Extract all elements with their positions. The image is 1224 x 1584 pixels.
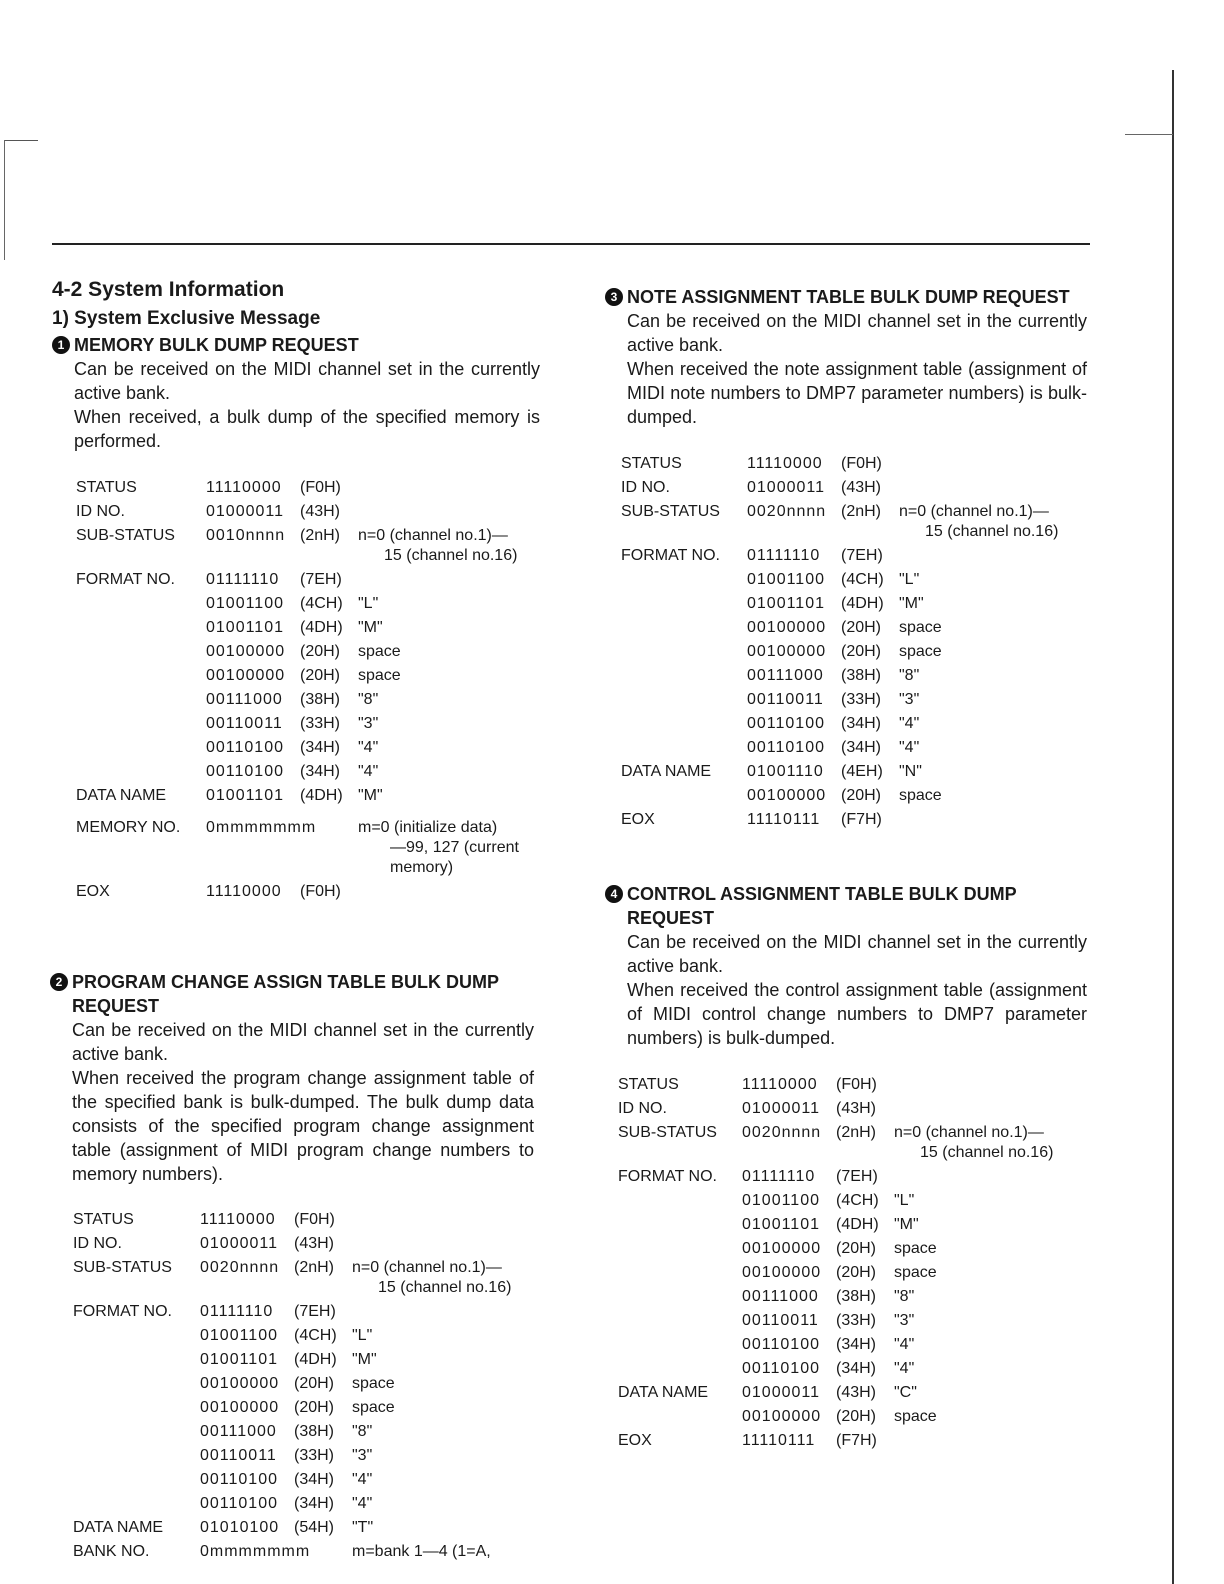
- paragraph: Can be received on the MIDI channel set in the currently active bank.: [72, 1020, 534, 1064]
- hex-value: (38H): [836, 1288, 877, 1305]
- hex-value: (43H): [836, 1100, 877, 1117]
- hex-value: (20H): [836, 1240, 877, 1257]
- table-row: [621, 640, 1101, 664]
- table-row: [618, 1405, 1098, 1429]
- table-row: [73, 1324, 553, 1348]
- binary-value: 01001110: [747, 763, 824, 780]
- hex-value: (34H): [300, 739, 341, 756]
- page-edge-tick: [1125, 134, 1173, 135]
- hex-value: (7EH): [294, 1303, 336, 1320]
- crop-mark-vertical: [4, 140, 5, 260]
- hex-value: (33H): [294, 1447, 335, 1464]
- hex-value: (4DH): [841, 595, 884, 612]
- binary-value: 01000011: [206, 503, 284, 520]
- binary-value: 00110011: [200, 1447, 277, 1464]
- table-row: [618, 1333, 1098, 1357]
- binary-value: 00111000: [747, 667, 824, 684]
- table-row: [76, 760, 556, 784]
- hex-value: (54H): [294, 1519, 335, 1536]
- binary-value: 00110100: [206, 763, 284, 780]
- hex-value: (F0H): [841, 455, 882, 472]
- hex-value: (4DH): [294, 1351, 337, 1368]
- table-row: [618, 1285, 1098, 1309]
- value-note-continued: memory): [390, 859, 454, 876]
- message-format-table-control: [618, 1073, 1098, 1453]
- table-row: [618, 1261, 1098, 1285]
- value-note: n=0 (channel no.1)—: [899, 503, 1049, 520]
- binary-value: 11110000: [747, 455, 823, 472]
- number-badge: 1: [52, 336, 70, 354]
- binary-value: 00110100: [747, 715, 825, 732]
- hex-value: (F0H): [300, 479, 341, 496]
- section-memory-bulk-dump: [52, 333, 540, 453]
- table-row: [76, 592, 556, 616]
- value-note: space: [899, 643, 942, 660]
- table-row: [76, 640, 556, 664]
- hex-value: (34H): [300, 763, 341, 780]
- binary-value: 00110011: [747, 691, 824, 708]
- table-row: [621, 476, 1101, 500]
- table-row: [76, 500, 556, 524]
- value-note: "3": [894, 1312, 915, 1329]
- hex-value: (34H): [841, 739, 882, 756]
- hex-value: (7EH): [841, 547, 883, 564]
- value-note: space: [899, 787, 942, 804]
- binary-value: 0020nnnn: [747, 503, 827, 520]
- value-note: "4": [894, 1336, 915, 1353]
- binary-value: 0mmmmmmm: [206, 819, 317, 836]
- table-row: [73, 1300, 553, 1324]
- value-note: "4": [894, 1360, 915, 1377]
- table-row: [73, 1444, 553, 1468]
- binary-value: 00111000: [742, 1288, 819, 1305]
- hex-value: (F7H): [836, 1432, 877, 1449]
- hex-value: (F7H): [841, 811, 882, 828]
- field-label: ID NO.: [618, 1100, 667, 1117]
- description: [50, 1018, 534, 1186]
- binary-value: 00100000: [742, 1264, 822, 1281]
- binary-value: 00110100: [747, 739, 825, 756]
- section-program-change-table: [50, 970, 534, 1186]
- table-row: [76, 476, 556, 500]
- hex-value: (2nH): [294, 1259, 335, 1276]
- heading-text: MEMORY BULK DUMP REQUEST: [74, 335, 359, 355]
- value-note: "8": [358, 691, 379, 708]
- table-row: [618, 1189, 1098, 1213]
- field-label: STATUS: [76, 479, 137, 496]
- value-note: "L": [352, 1327, 373, 1344]
- field-label: DATA NAME: [76, 787, 167, 804]
- table-row: [73, 1468, 553, 1492]
- binary-value: 01001101: [200, 1351, 278, 1368]
- binary-value: 00110100: [742, 1336, 820, 1353]
- value-note: m=0 (initialize data): [358, 819, 498, 836]
- message-format-table-program-change: [73, 1208, 553, 1564]
- binary-value: 00100000: [742, 1408, 822, 1425]
- value-note: space: [352, 1375, 395, 1392]
- value-note: "8": [899, 667, 920, 684]
- section-heading: [52, 333, 540, 357]
- paragraph: When received the note assignment table (assignment of MIDI note numbers to DMP7 parameter numbers) is bulk-dumped.: [627, 359, 1087, 427]
- crop-mark-horizontal: [4, 140, 38, 141]
- value-note: "L": [358, 595, 379, 612]
- hex-value: (33H): [300, 715, 341, 732]
- paragraph: When received the program change assignment table of the specified bank is bulk-dumped. The bulk dump data consists of the specified program change assignment table (assignment of MIDI program change numbers to memory numbers).: [72, 1068, 534, 1184]
- binary-value: 01111110: [200, 1303, 274, 1320]
- hex-value: (34H): [841, 715, 882, 732]
- hex-value: (43H): [294, 1235, 335, 1252]
- heading-text: CONTROL ASSIGNMENT TABLE BULK DUMP REQUEST: [627, 884, 1017, 928]
- binary-value: 01001101: [747, 595, 825, 612]
- binary-value: 01000011: [742, 1100, 820, 1117]
- section-control-assignment-table: [605, 882, 1087, 1050]
- section-heading: [605, 285, 1087, 309]
- binary-value: 11110000: [200, 1211, 276, 1228]
- value-note: space: [358, 667, 401, 684]
- field-label: BANK NO.: [73, 1543, 150, 1560]
- page-edge-line: [1172, 70, 1174, 1584]
- binary-value: 00110100: [200, 1495, 278, 1512]
- table-row: [73, 1492, 553, 1516]
- field-label: DATA NAME: [73, 1519, 164, 1536]
- paragraph: Can be received on the MIDI channel set in the currently active bank.: [627, 311, 1087, 355]
- table-row: [73, 1208, 553, 1232]
- value-note: "M": [358, 787, 383, 804]
- value-note: "3": [352, 1447, 373, 1464]
- hex-value: (7EH): [836, 1168, 878, 1185]
- field-label: ID NO.: [73, 1235, 122, 1252]
- value-note: space: [352, 1399, 395, 1416]
- value-note: m=bank 1—4 (1=A,: [352, 1543, 491, 1560]
- value-note: "8": [352, 1423, 373, 1440]
- hex-value: (43H): [300, 503, 341, 520]
- binary-value: 01001101: [206, 787, 284, 804]
- field-label: SUB-STATUS: [76, 527, 175, 544]
- table-row: [76, 688, 556, 712]
- hex-value: (20H): [836, 1264, 877, 1281]
- section-title: 4-2 System Information: [52, 278, 285, 301]
- value-note: "L": [894, 1192, 915, 1209]
- binary-value: 01001101: [206, 619, 284, 636]
- message-format-table-memory: [76, 476, 556, 904]
- table-row: [76, 736, 556, 760]
- binary-value: 01010100: [200, 1519, 280, 1536]
- paragraph: Can be received on the MIDI channel set in the currently active bank.: [627, 932, 1087, 976]
- field-label: STATUS: [73, 1211, 134, 1228]
- hex-value: (F0H): [300, 883, 341, 900]
- table-row: [618, 1165, 1098, 1189]
- binary-value: 11110111: [747, 811, 821, 828]
- hex-value: (20H): [300, 643, 341, 660]
- value-note: "M": [899, 595, 924, 612]
- binary-value: 00110100: [200, 1471, 278, 1488]
- binary-value: 01001100: [747, 571, 825, 588]
- field-label: ID NO.: [621, 479, 670, 496]
- number-badge: 2: [50, 973, 68, 991]
- field-label: DATA NAME: [618, 1384, 709, 1401]
- binary-value: 01001100: [206, 595, 284, 612]
- table-row: [73, 1396, 553, 1420]
- value-note: "4": [358, 763, 379, 780]
- table-row: [621, 592, 1101, 616]
- binary-value: 00100000: [747, 619, 827, 636]
- value-note: n=0 (channel no.1)—: [894, 1124, 1044, 1141]
- message-format-table-note: [621, 452, 1101, 832]
- binary-value: 00100000: [747, 643, 827, 660]
- field-label: EOX: [621, 811, 655, 828]
- hex-value: (34H): [294, 1471, 335, 1488]
- value-note: "8": [894, 1288, 915, 1305]
- number-badge: 3: [605, 288, 623, 306]
- table-row: [73, 1540, 553, 1564]
- value-note: space: [894, 1408, 937, 1425]
- table-row: [621, 808, 1101, 832]
- table-row: [621, 784, 1101, 808]
- binary-value: 00110011: [206, 715, 283, 732]
- value-note: "3": [358, 715, 379, 732]
- binary-value: 00100000: [200, 1375, 280, 1392]
- value-note: n=0 (channel no.1)—: [352, 1259, 502, 1276]
- section-note-assignment-table: [605, 285, 1087, 429]
- binary-value: 00100000: [742, 1240, 822, 1257]
- table-row: [73, 1348, 553, 1372]
- field-label: ID NO.: [76, 503, 125, 520]
- hex-value: (43H): [836, 1384, 877, 1401]
- value-note: space: [894, 1264, 937, 1281]
- binary-value: 00111000: [206, 691, 283, 708]
- value-note-continued: —99, 127 (current: [390, 839, 519, 856]
- hex-value: (34H): [836, 1360, 877, 1377]
- table-row: [76, 712, 556, 736]
- binary-value: 00100000: [206, 667, 286, 684]
- field-label: SUB-STATUS: [73, 1259, 172, 1276]
- field-label: FORMAT NO.: [621, 547, 720, 564]
- field-label: EOX: [76, 883, 110, 900]
- value-note-continued: 15 (channel no.16): [925, 523, 1059, 540]
- hex-value: (F0H): [836, 1076, 877, 1093]
- hex-value: (20H): [836, 1408, 877, 1425]
- hex-value: (F0H): [294, 1211, 335, 1228]
- binary-value: 0020nnnn: [200, 1259, 280, 1276]
- header-rule: [52, 243, 1090, 245]
- field-label: FORMAT NO.: [73, 1303, 172, 1320]
- hex-value: (38H): [841, 667, 882, 684]
- field-label: STATUS: [618, 1076, 679, 1093]
- binary-value: 11110111: [742, 1432, 816, 1449]
- table-row: [621, 688, 1101, 712]
- binary-value: 00110100: [206, 739, 284, 756]
- value-note: "N": [899, 763, 922, 780]
- value-note: "M": [894, 1216, 919, 1233]
- binary-value: 01000011: [200, 1235, 278, 1252]
- value-note: "4": [352, 1471, 373, 1488]
- section-heading: [605, 882, 1087, 930]
- binary-value: 01001101: [742, 1216, 820, 1233]
- hex-value: (20H): [841, 619, 882, 636]
- hex-value: (43H): [841, 479, 882, 496]
- hex-value: (20H): [841, 643, 882, 660]
- value-note: space: [358, 643, 401, 660]
- binary-value: 00100000: [200, 1399, 280, 1416]
- table-row: [621, 500, 1101, 540]
- binary-value: 01001100: [200, 1327, 278, 1344]
- hex-value: (2nH): [841, 503, 882, 520]
- value-note: n=0 (channel no.1)—: [358, 527, 508, 544]
- binary-value: 00110011: [742, 1312, 819, 1329]
- binary-value: 0mmmmmmm: [200, 1543, 311, 1560]
- field-label: SUB-STATUS: [621, 503, 720, 520]
- value-note: "C": [894, 1384, 917, 1401]
- description: [52, 357, 540, 453]
- value-note: "3": [899, 691, 920, 708]
- hex-value: (4CH): [836, 1192, 879, 1209]
- table-row: [621, 736, 1101, 760]
- value-note-continued: 15 (channel no.16): [384, 547, 518, 564]
- table-row: [76, 664, 556, 688]
- binary-value: 11110000: [206, 883, 282, 900]
- binary-value: 01111110: [742, 1168, 816, 1185]
- value-note: "M": [358, 619, 383, 636]
- table-row: [618, 1237, 1098, 1261]
- hex-value: (2nH): [836, 1124, 877, 1141]
- value-note: "4": [352, 1495, 373, 1512]
- binary-value: 00100000: [747, 787, 827, 804]
- field-label: DATA NAME: [621, 763, 712, 780]
- field-label: EOX: [618, 1432, 652, 1449]
- binary-value: 01001100: [742, 1192, 820, 1209]
- table-row: [621, 664, 1101, 688]
- table-row: [618, 1073, 1098, 1097]
- table-row: [618, 1429, 1098, 1453]
- table-row: [618, 1357, 1098, 1381]
- hex-value: (4EH): [841, 763, 883, 780]
- description: [605, 930, 1087, 1050]
- binary-value: 01000011: [742, 1384, 820, 1401]
- value-note-continued: 15 (channel no.16): [378, 1279, 512, 1296]
- value-note: "4": [899, 715, 920, 732]
- table-row: [73, 1256, 553, 1296]
- binary-value: 00110100: [742, 1360, 820, 1377]
- hex-value: (33H): [841, 691, 882, 708]
- table-row: [73, 1516, 553, 1540]
- table-row: [76, 616, 556, 640]
- hex-value: (4DH): [300, 619, 343, 636]
- number-badge: 4: [605, 885, 623, 903]
- field-label: SUB-STATUS: [618, 1124, 717, 1141]
- hex-value: (34H): [836, 1336, 877, 1353]
- field-label: FORMAT NO.: [76, 571, 175, 588]
- hex-value: (20H): [294, 1399, 335, 1416]
- hex-value: (33H): [836, 1312, 877, 1329]
- hex-value: (34H): [294, 1495, 335, 1512]
- value-note-continued: 15 (channel no.16): [920, 1144, 1054, 1161]
- hex-value: (20H): [841, 787, 882, 804]
- binary-value: 11110000: [742, 1076, 818, 1093]
- subsection-title: 1) System Exclusive Message: [52, 308, 321, 329]
- hex-value: (38H): [300, 691, 341, 708]
- description: [605, 309, 1087, 429]
- hex-value: (20H): [300, 667, 341, 684]
- binary-value: 01111110: [206, 571, 280, 588]
- field-label: MEMORY NO.: [76, 819, 181, 836]
- paragraph: Can be received on the MIDI channel set in the currently active bank.: [74, 359, 540, 403]
- hex-value: (38H): [294, 1423, 335, 1440]
- section-heading: [50, 970, 534, 1018]
- table-row: [618, 1381, 1098, 1405]
- table-row: [73, 1420, 553, 1444]
- binary-value: 11110000: [206, 479, 282, 496]
- table-row: [621, 712, 1101, 736]
- binary-value: 01000011: [747, 479, 825, 496]
- table-row: [618, 1097, 1098, 1121]
- table-row: [618, 1121, 1098, 1161]
- value-note: "T": [352, 1519, 374, 1536]
- table-row: [621, 616, 1101, 640]
- hex-value: (4CH): [300, 595, 343, 612]
- table-row: [76, 524, 556, 564]
- value-note: space: [899, 619, 942, 636]
- heading-text: NOTE ASSIGNMENT TABLE BULK DUMP REQUEST: [627, 287, 1070, 307]
- hex-value: (4DH): [836, 1216, 879, 1233]
- table-row: [73, 1232, 553, 1256]
- value-note: "4": [899, 739, 920, 756]
- table-row: [618, 1309, 1098, 1333]
- hex-value: (7EH): [300, 571, 342, 588]
- hex-value: (20H): [294, 1375, 335, 1392]
- paragraph: When received, a bulk dump of the specified memory is performed.: [74, 407, 540, 451]
- hex-value: (4CH): [841, 571, 884, 588]
- hex-value: (2nH): [300, 527, 341, 544]
- field-label: STATUS: [621, 455, 682, 472]
- heading-text: PROGRAM CHANGE ASSIGN TABLE BULK DUMP REQUEST: [72, 972, 499, 1016]
- hex-value: (4DH): [300, 787, 343, 804]
- table-row: [621, 760, 1101, 784]
- binary-value: 00111000: [200, 1423, 277, 1440]
- value-note: "M": [352, 1351, 377, 1368]
- field-label: FORMAT NO.: [618, 1168, 717, 1185]
- table-row: [76, 816, 556, 876]
- value-note: "L": [899, 571, 920, 588]
- hex-value: (4CH): [294, 1327, 337, 1344]
- table-row: [621, 568, 1101, 592]
- table-row: [76, 568, 556, 592]
- table-row: [621, 452, 1101, 476]
- table-row: [76, 784, 556, 808]
- binary-value: 00100000: [206, 643, 286, 660]
- table-row: [73, 1372, 553, 1396]
- table-row: [621, 544, 1101, 568]
- binary-value: 0010nnnn: [206, 527, 286, 544]
- value-note: space: [894, 1240, 937, 1257]
- binary-value: 01111110: [747, 547, 821, 564]
- table-row: [76, 880, 556, 904]
- value-note: "4": [358, 739, 379, 756]
- paragraph: When received the control assignment table (assignment of MIDI control change numbers to DMP7 parameter numbers) is bulk-dumped.: [627, 980, 1087, 1048]
- table-row: [618, 1213, 1098, 1237]
- binary-value: 0020nnnn: [742, 1124, 822, 1141]
